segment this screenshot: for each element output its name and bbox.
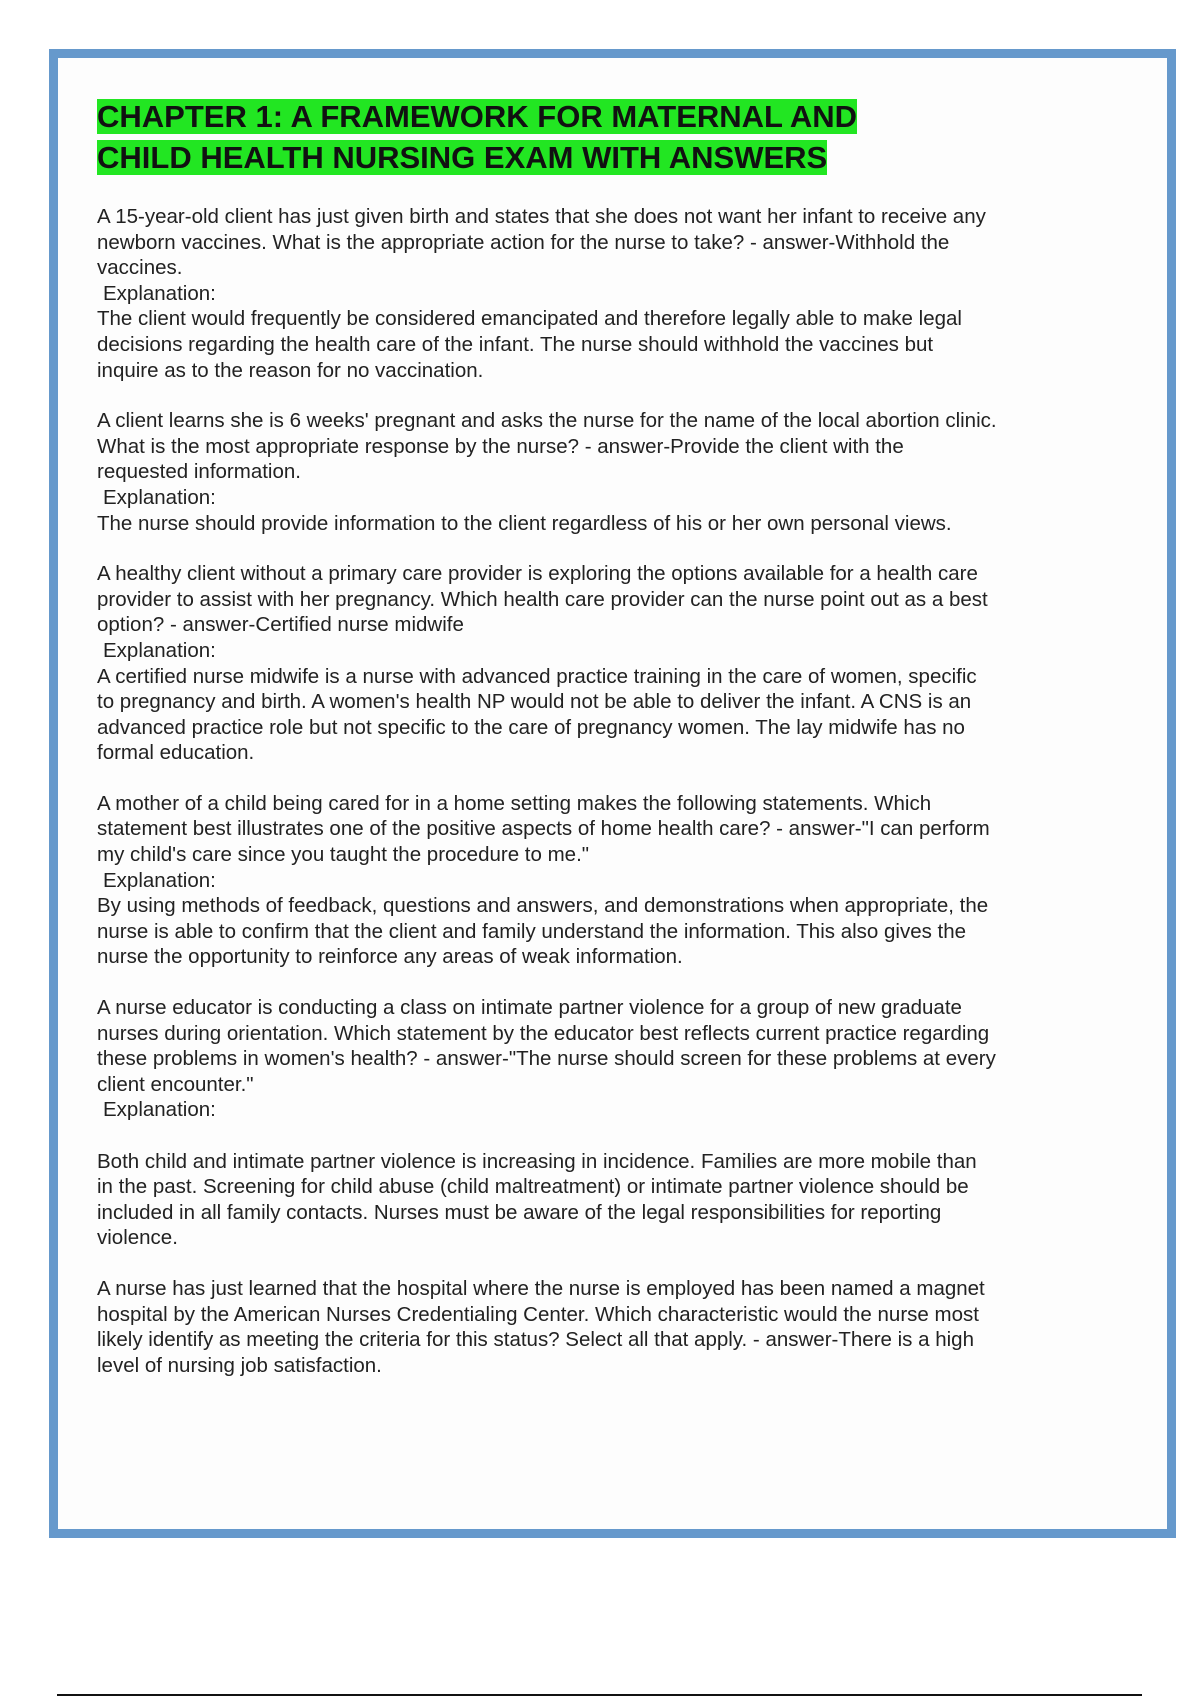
title-line-2: CHILD HEALTH NURSING EXAM WITH ANSWERS bbox=[97, 140, 828, 175]
explanation-label: Explanation: bbox=[103, 1098, 216, 1122]
document-content bbox=[97, 96, 997, 1403]
question-text: A healthy client without a primary care provider is exploring the options available for a health care provider to assist with her pregnancy. Which health care provider can the nurse point out as a best option? - answer-Certified nurse midwife bbox=[97, 562, 988, 637]
explanation-text: Both child and intimate partner violence is increasing in incidence. Families are more mobile than in the past. Screening for child abuse (child maltreatment) or intimate partner violence should be included in all family contacts. Nurses must be aware of the legal responsibilities for reporting violence. bbox=[97, 1149, 977, 1250]
explanation-text: The nurse should provide information to the client regardless of his or her own personal views. bbox=[97, 511, 952, 535]
explanation-text: A certified nurse midwife is a nurse with advanced practice training in the care of women, specific to pregnancy and birth. A women's health NP would not be able to deliver the infant. A CNS is an advanced practice role but not specific to the care of pregnancy women. The lay midwife has no formal education. bbox=[97, 664, 977, 765]
question-block bbox=[97, 1276, 997, 1378]
question-text: A mother of a child being cared for in a home setting makes the following statements. Which statement best illustrates one of the positive aspects of home health care? - answer-"I can perform my child's care since you taught the procedure to me." bbox=[97, 791, 990, 867]
question-block bbox=[97, 204, 997, 383]
question-block bbox=[97, 791, 997, 970]
page-title bbox=[97, 96, 997, 178]
explanation-label: Explanation: bbox=[103, 868, 216, 892]
question-text: A nurse has just learned that the hospital where the nurse is employed has been named a magnet hospital by the American Nurses Credentialing Center. Which characteristic would the nurse most likely identify as meeting the criteria for this status? Select all that apply. - answer-There is a high level of nursing job satisfaction. bbox=[97, 1276, 985, 1377]
explanation-text: The client would frequently be considered emancipated and therefore legally able to make legal decisions regarding the health care of the infant. The nurse should withhold the vaccines but inquire as to the reason for no vaccination. bbox=[97, 307, 962, 382]
question-block bbox=[97, 995, 997, 1251]
question-text: A 15-year-old client has just given birth and states that she does not want her infant to receive any newborn vaccines. What is the appropriate action for the nurse to take? - answer-Withhold the vaccines. bbox=[97, 205, 986, 280]
question-block bbox=[97, 561, 997, 766]
footer-rule bbox=[57, 1694, 1142, 1696]
explanation-label: Explanation: bbox=[103, 281, 216, 305]
title-line-1: CHAPTER 1: A FRAMEWORK FOR MATERNAL AND bbox=[97, 99, 858, 134]
question-block bbox=[97, 408, 997, 536]
explanation-label: Explanation: bbox=[103, 638, 216, 662]
question-text: A client learns she is 6 weeks' pregnant and asks the nurse for the name of the local abortion clinic. What is the most appropriate response by the nurse? - answer-Provide the client with the requested information. bbox=[97, 409, 997, 484]
question-text: A nurse educator is conducting a class on intimate partner violence for a group of new graduate nurses during orientation. Which statement by the educator best reflects current practice regarding these problems in women's health? - answer-"The nurse should screen for these problems at every client encounter." bbox=[97, 996, 996, 1096]
explanation-text: By using methods of feedback, questions and answers, and demonstrations when appropriate, the nurse is able to confirm that the client and family understand the information. This also gives the nurse the opportunity to reinforce any areas of weak information. bbox=[97, 894, 989, 969]
explanation-label: Explanation: bbox=[103, 485, 216, 509]
